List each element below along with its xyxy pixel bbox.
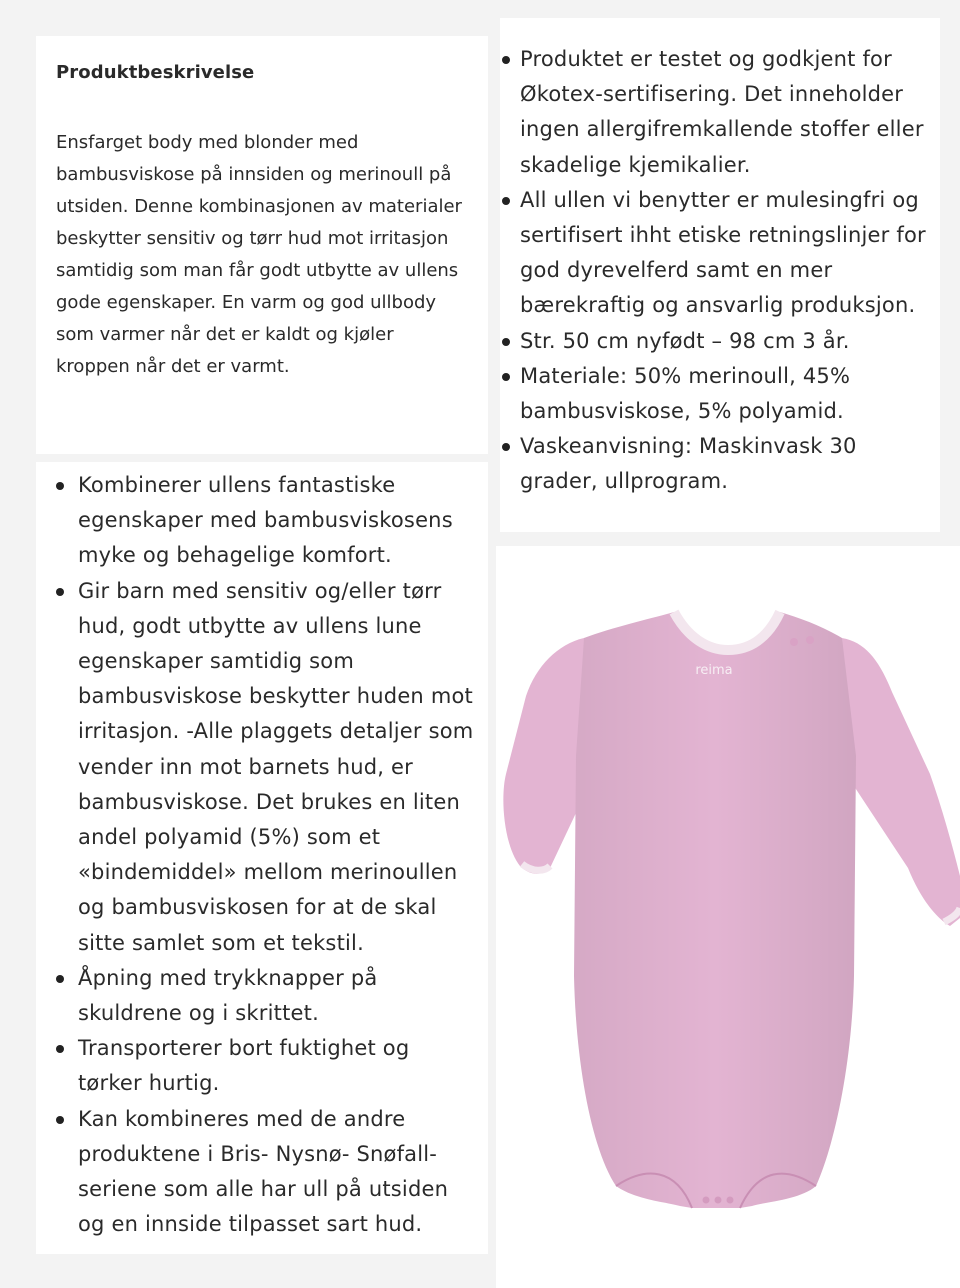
right-sleeve [842,638,960,926]
list-item: Str. 50 cm nyfødt – 98 cm 3 år. [500,324,936,359]
snap-button [715,1197,722,1204]
product-image [496,546,960,1288]
features-list [48,468,480,1242]
list-item: Kan kombineres med de andre produktene i Bris- Nysnø- Snøfall-seriene som alle har ull på utsiden og en innside tilpasset sart hud. [48,1102,480,1243]
specs-list [500,42,936,500]
list-item: Kombinerer ullens fantastiske egenskaper med bambusviskosens myke og behagelige komfort. [48,468,480,574]
list-item: Produktet er testet og godkjent for Økotex-sertifisering. Det inneholder ingen allergifremkallende stoffer eller skadelige kjemikalier. [500,42,936,183]
description-text: Ensfarget body med blonder med bambusviskose på innsiden og merinoull på utsiden. Denne kombinasjonen av materialer beskytter sensitiv og tørr hud mot irritasjon samtidig som man får godt utbytte av ullens gode egenskaper. En varm og god ullbody som varmer når det er kaldt og kjøler kroppen når det er varmt. [56,132,462,377]
list-item: All ullen vi benytter er mulesingfri og sertifisert ihht etiske retningslinjer for god dyrevelferd samt en mer bærekraftig og ansvarlig produksjon. [500,183,936,324]
list-item: Transporterer bort fuktighet og tørker hurtig. [48,1031,480,1101]
list-item: Åpning med trykknapper på skuldrene og i skrittet. [48,961,480,1031]
snap-button [790,638,798,646]
snap-button [806,636,814,644]
description-title: Produktbeskrivelse [56,62,255,83]
features-list-panel [36,462,488,1254]
description-panel [36,36,488,454]
list-item: Gir barn med sensitiv og/eller tørr hud, godt utbytte av ullens lune egenskaper samtidig som bambusviskose beskytter huden mot irritasjon. -Alle plaggets detaljer som vender inn mot barnets hud, er bambusviskose. Det brukes en liten andel polyamid (5%) som et «bindemiddel» mellom merinoullen og bambusviskosen for at de skal sitte samlet som et tekstil. [48,574,480,961]
bodysuit-illustration [496,546,960,1288]
brand-label: reima [695,663,733,678]
snap-button [703,1197,710,1204]
list-item: Vaskeanvisning: Maskinvask 30 grader, ullprogram. [500,429,936,499]
specs-list-panel [500,18,940,532]
list-item: Materiale: 50% merinoull, 45% bambusviskose, 5% polyamid. [500,359,936,429]
snap-button [727,1197,734,1204]
